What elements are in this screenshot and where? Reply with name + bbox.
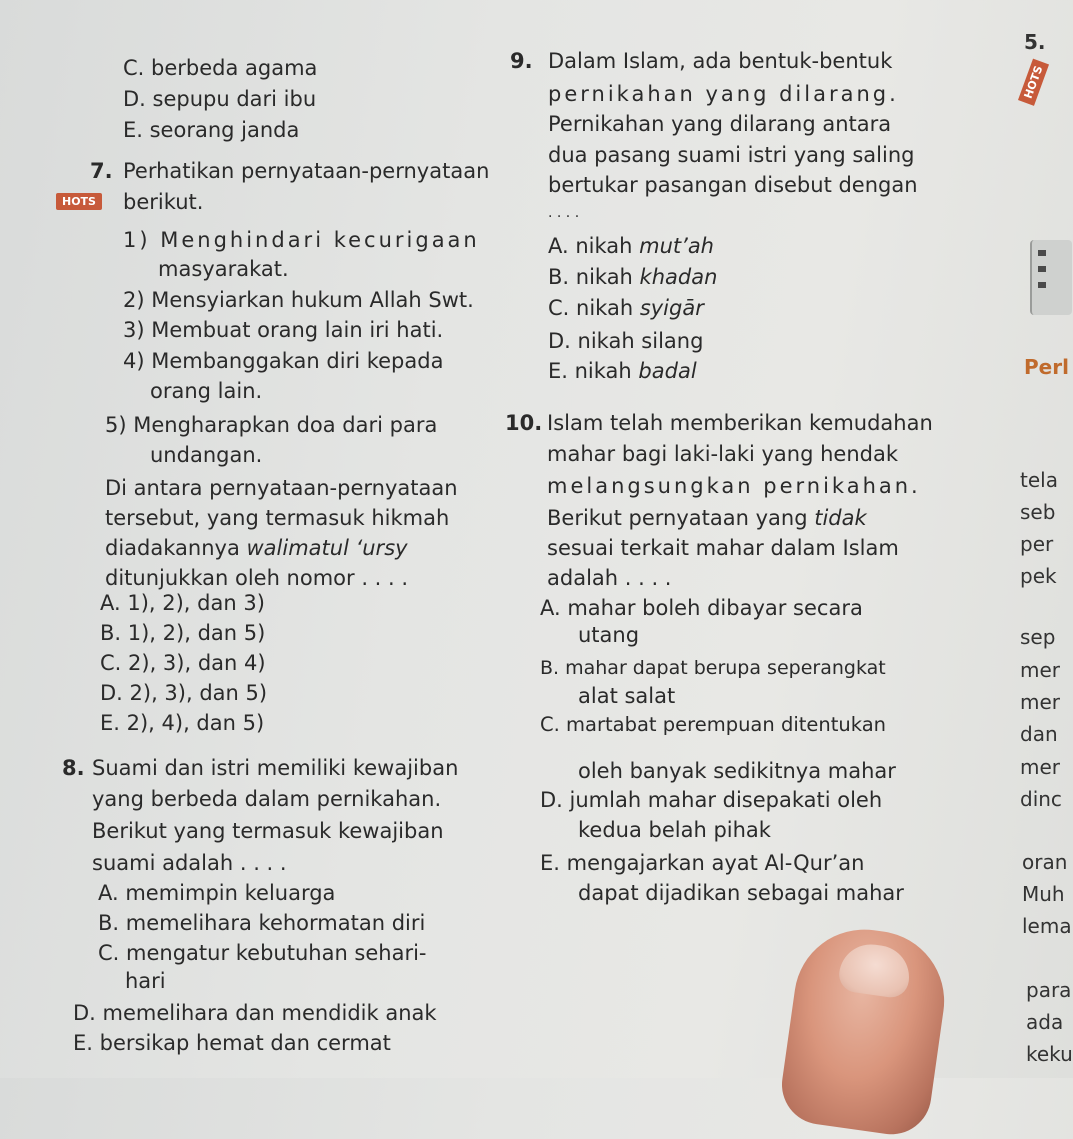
q9-stem-line6: . . . . [548, 205, 580, 221]
q7-question-line1: Di antara pernyataan-pernyataan [105, 476, 458, 500]
next-page-hots-badge: HOTS [1018, 59, 1049, 106]
q9-stem-line2: pernikahan yang dilarang. [548, 82, 899, 106]
q9-option-b: B. nikah khadan [548, 265, 718, 289]
next-page-fragment-15: ada [1026, 1010, 1064, 1034]
q7-statement-2: 2) Mensyiarkan hukum Allah Swt. [123, 288, 474, 312]
q10-option-d2: kedua belah pihak [578, 818, 771, 842]
next-page-fragment-9: mer [1020, 755, 1061, 779]
q7-option-b: B. 1), 2), dan 5) [100, 621, 266, 645]
q7-statement-5b: undangan. [150, 443, 263, 467]
q10-number: 10. [505, 411, 543, 435]
q7-question-line2: tersebut, yang termasuk hikmah [105, 506, 450, 530]
q8-number: 8. [62, 756, 85, 780]
q7-stem-line2: berikut. [123, 190, 204, 214]
q7-statement-3: 3) Membuat orang lain iri hati. [123, 318, 444, 342]
next-page-fragment-1: tela [1020, 468, 1058, 492]
q9-option-e: E. nikah badal [548, 359, 697, 383]
next-page-fragment-3: per [1020, 532, 1054, 556]
q7-option-c: C. 2), 3), dan 4) [100, 651, 266, 675]
q10-option-a1: A. mahar boleh dibayar secara [540, 596, 863, 620]
q9-option-d: D. nikah silang [548, 329, 704, 353]
q10-option-c1: C. martabat perempuan ditentukan [540, 713, 887, 736]
next-page-fragment-2: seb [1020, 500, 1056, 524]
q7-statement-5a: 5) Mengharapkan doa dari para [105, 413, 438, 437]
q10-stem-line6: adalah . . . . [547, 566, 672, 590]
next-page-fragment-6: mer [1020, 658, 1061, 682]
next-page-fragment-4: pek [1020, 564, 1057, 588]
q7-question-line4: ditunjukkan oleh nomor . . . . [105, 566, 409, 590]
q7-hots-badge: HOTS [56, 193, 102, 210]
q7-question-line3: diadakannya walimatul ‘ursy [105, 536, 408, 560]
q10-option-c2: oleh banyak sedikitnya mahar [578, 759, 896, 783]
q8-option-c2: hari [125, 969, 166, 993]
next-page-fragment-16: keku [1026, 1042, 1073, 1066]
q9-stem-line1: Dalam Islam, ada bentuk-bentuk [548, 49, 893, 73]
q10-stem-line2: mahar bagi laki-laki yang hendak [547, 442, 899, 466]
q7-stem-line1: Perhatikan pernyataan-pernyataan [123, 159, 490, 183]
q7-statement-1b: masyarakat. [158, 257, 289, 281]
q7-statement-1a: 1) Menghindari kecurigaan [123, 228, 480, 252]
q9-stem-line5: bertukar pasangan disebut dengan [548, 173, 918, 197]
q8-stem-line1: Suami dan istri memiliki kewajiban [92, 756, 459, 780]
q9-stem-line3: Pernikahan yang dilarang antara [548, 112, 892, 136]
q9-option-a: A. nikah mut’ah [548, 234, 714, 258]
next-page-fragment-12: Muh [1022, 882, 1065, 906]
q7-number: 7. [90, 159, 113, 183]
q7-option-e: E. 2), 4), dan 5) [100, 711, 265, 735]
q10-option-e1: E. mengajarkan ayat Al-Qur’an [540, 851, 865, 875]
next-page-fragment-14: para [1026, 978, 1072, 1002]
next-page-fragment-10: dinc [1020, 787, 1062, 811]
next-page-heading: Perl [1024, 355, 1069, 379]
q6-option-d: D. sepupu dari ibu [123, 87, 317, 111]
q10-option-d1: D. jumlah mahar disepakati oleh [540, 788, 883, 812]
q10-option-b1: B. mahar dapat berupa seperangkat [540, 657, 886, 679]
q8-option-c1: C. mengatur kebutuhan sehari- [98, 941, 427, 965]
q7-statement-4b: orang lain. [150, 379, 263, 403]
q10-option-b2: alat salat [578, 684, 676, 708]
q8-stem-line4: suami adalah . . . . [92, 851, 287, 875]
next-page-fragment-8: dan [1020, 722, 1058, 746]
q6-option-c: C. berbeda agama [123, 56, 318, 80]
q10-stem-line3: melangsungkan pernikahan. [547, 474, 921, 498]
q8-option-e: E. bersikap hemat dan cermat [73, 1031, 391, 1055]
q6-option-e: E. seorang janda [123, 118, 300, 142]
q8-stem-line2: yang berbeda dalam pernikahan. [92, 787, 442, 811]
q7-option-d: D. 2), 3), dan 5) [100, 681, 268, 705]
q9-stem-line4: dua pasang suami istri yang saling [548, 143, 915, 167]
q10-stem-line5: sesuai terkait mahar dalam Islam [547, 536, 899, 560]
q8-option-d: D. memelihara dan mendidik anak [73, 1001, 437, 1025]
tablet-icon [1030, 240, 1072, 315]
q10-stem-line4: Berikut pernyataan yang tidak [547, 506, 867, 530]
q10-stem-line1: Islam telah memberikan kemudahan [547, 411, 933, 435]
q8-option-b: B. memelihara kehormatan diri [98, 911, 426, 935]
q10-option-a2: utang [578, 623, 640, 647]
q7-option-a: A. 1), 2), dan 3) [100, 591, 265, 615]
q9-option-c: C. nikah syigār [548, 296, 704, 320]
q7-statement-4a: 4) Membanggakan diri kepada [123, 349, 444, 373]
next-page-fragment-13: lema [1022, 914, 1072, 938]
q10-option-e2: dapat dijadikan sebagai mahar [578, 881, 904, 905]
next-page-fragment-11: oran [1022, 850, 1068, 874]
next-page-number: 5. [1024, 30, 1046, 54]
q8-stem-line3: Berikut yang termasuk kewajiban [92, 819, 444, 843]
q8-option-a: A. memimpin keluarga [98, 881, 336, 905]
next-page-fragment-7: mer [1020, 690, 1061, 714]
next-page-fragment-5: sep [1020, 625, 1056, 649]
q9-number: 9. [510, 49, 533, 73]
